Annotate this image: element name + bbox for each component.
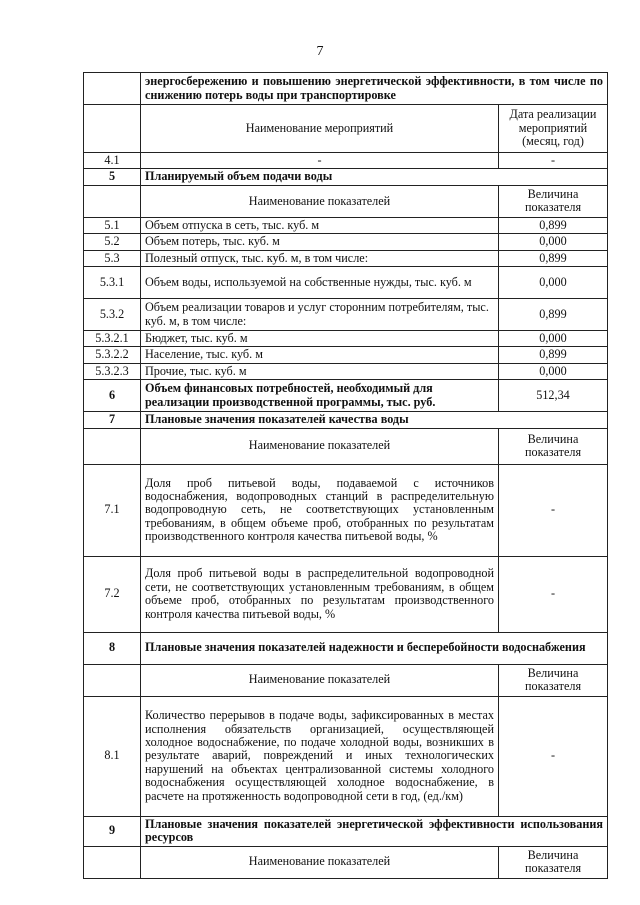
section-number: 8 — [84, 632, 141, 664]
row-name: Объем отпуска в сеть, тыс. куб. м — [141, 217, 499, 233]
row-number: 5.3.2.3 — [84, 363, 141, 379]
row-name: Объем реализации товаров и услуг сторонним потребителям, тыс. куб. м, в том числе: — [141, 299, 499, 331]
row-name: Доля проб питьевой воды в распределительной водопроводной сети, не соответствующих установленным требованиям, в общем объеме проб, отобранных по результатам производственного контроля качества питьевой воды, % — [141, 556, 499, 632]
row-number: 8.1 — [84, 696, 141, 816]
row-number: 7.1 — [84, 464, 141, 556]
row-number: 4.1 — [84, 153, 141, 169]
row-number: 5.2 — [84, 234, 141, 250]
row-value: 0,000 — [499, 363, 608, 379]
activities-header-row — [84, 105, 608, 153]
row-name: - — [141, 153, 499, 169]
row-name: Бюджет, тыс. куб. м — [141, 331, 499, 347]
row-name: Доля проб питьевой воды, подаваемой с источников водоснабжения, водопроводных станций в распределительную водопроводную сеть, не соответствующих установленным требованиям, в общем объеме проб, отобранных по результатам производственного контроля качества питьевой воды, % — [141, 464, 499, 556]
indicators-name-header: Наименование показателей — [141, 846, 499, 878]
indicators-value-header: Величина показателя — [499, 428, 608, 464]
row-number: 5.3.2.1 — [84, 331, 141, 347]
row-name: Количество перерывов в подаче воды, зафиксированных в местах исполнения обязательств организацией, осуществляющей холодное водоснабжение, по подаче холодной воды, возникших в результате аварий, повреждений и иных технологических нарушений на объектах централизованной системы холодного водоснабжения осуществляющей холодное водоснабжение, в расчете на протяженность водопроводной сети в год, (ед./км) — [141, 696, 499, 816]
section-title: Плановые значения показателей качества воды — [141, 412, 608, 428]
row-value: 0,000 — [499, 331, 608, 347]
row-value: 0,000 — [499, 234, 608, 250]
indicators-name-header: Наименование показателей — [141, 428, 499, 464]
row-name: Прочие, тыс. куб. м — [141, 363, 499, 379]
section-5-row — [84, 169, 608, 185]
section-8-row — [84, 632, 608, 664]
row-value: 0,899 — [499, 299, 608, 331]
section-number: 5 — [84, 169, 141, 185]
indicators-value-header: Величина показателя — [499, 846, 608, 878]
indicators-value-header: Величина показателя — [499, 664, 608, 696]
section-number: 9 — [84, 816, 141, 846]
row-number: 5.3.1 — [84, 267, 141, 299]
row-number: 5.3.2 — [84, 299, 141, 331]
activities-name-header: Наименование мероприятий — [141, 105, 499, 153]
row-name: Полезный отпуск, тыс. куб. м, в том числе: — [141, 250, 499, 266]
program-table — [83, 72, 608, 879]
table-row — [84, 299, 608, 331]
row-value: 0,899 — [499, 217, 608, 233]
section-title: Плановые значения показателей энергетической эффективности использования ресурсов — [141, 816, 608, 846]
section-value: 512,34 — [499, 380, 608, 412]
indicators-name-header: Наименование показателей — [141, 185, 499, 217]
indicators-header-row — [84, 846, 608, 878]
row-value: - — [499, 153, 608, 169]
table-row — [84, 153, 608, 169]
table-row — [84, 217, 608, 233]
row-value: - — [499, 696, 608, 816]
indicators-value-header: Величина показателя — [499, 185, 608, 217]
row-value: - — [499, 556, 608, 632]
table-row — [84, 267, 608, 299]
row-name: Объем потерь, тыс. куб. м — [141, 234, 499, 250]
row-value: - — [499, 464, 608, 556]
indicators-header-row — [84, 428, 608, 464]
row-number: 5.3 — [84, 250, 141, 266]
section-7-row — [84, 412, 608, 428]
section-title: Объем финансовых потребностей, необходимый для реализации производственной программы, тыс. руб. — [141, 380, 499, 412]
section-9-row — [84, 816, 608, 846]
table-row — [84, 556, 608, 632]
section-number: 6 — [84, 380, 141, 412]
section-6-row — [84, 380, 608, 412]
table-row — [84, 234, 608, 250]
row-value: 0,899 — [499, 347, 608, 363]
row-name: Население, тыс. куб. м — [141, 347, 499, 363]
table-row — [84, 347, 608, 363]
row-value: 0,000 — [499, 267, 608, 299]
intro-text: энергосбережению и повышению энергетической эффективности, в том числе по снижению потерь воды при транспортировке — [141, 73, 608, 105]
indicators-name-header: Наименование показателей — [141, 664, 499, 696]
row-number: 5.3.2.2 — [84, 347, 141, 363]
section-number: 7 — [84, 412, 141, 428]
activities-date-header: Дата реализации мероприятий (месяц, год) — [499, 105, 608, 153]
table-row — [84, 363, 608, 379]
table-row — [84, 696, 608, 816]
row-value: 0,899 — [499, 250, 608, 266]
page-number: 7 — [316, 44, 324, 59]
indicators-header-row — [84, 185, 608, 217]
indicators-header-row — [84, 664, 608, 696]
table-row — [84, 250, 608, 266]
table-row — [84, 464, 608, 556]
intro-row — [84, 73, 608, 105]
table-row — [84, 331, 608, 347]
row-number: 7.2 — [84, 556, 141, 632]
row-number: 5.1 — [84, 217, 141, 233]
section-title: Плановые значения показателей надежности и бесперебойности водоснабжения — [141, 632, 608, 664]
row-name: Объем воды, используемой на собственные нужды, тыс. куб. м — [141, 267, 499, 299]
section-title: Планируемый объем подачи воды — [141, 169, 608, 185]
